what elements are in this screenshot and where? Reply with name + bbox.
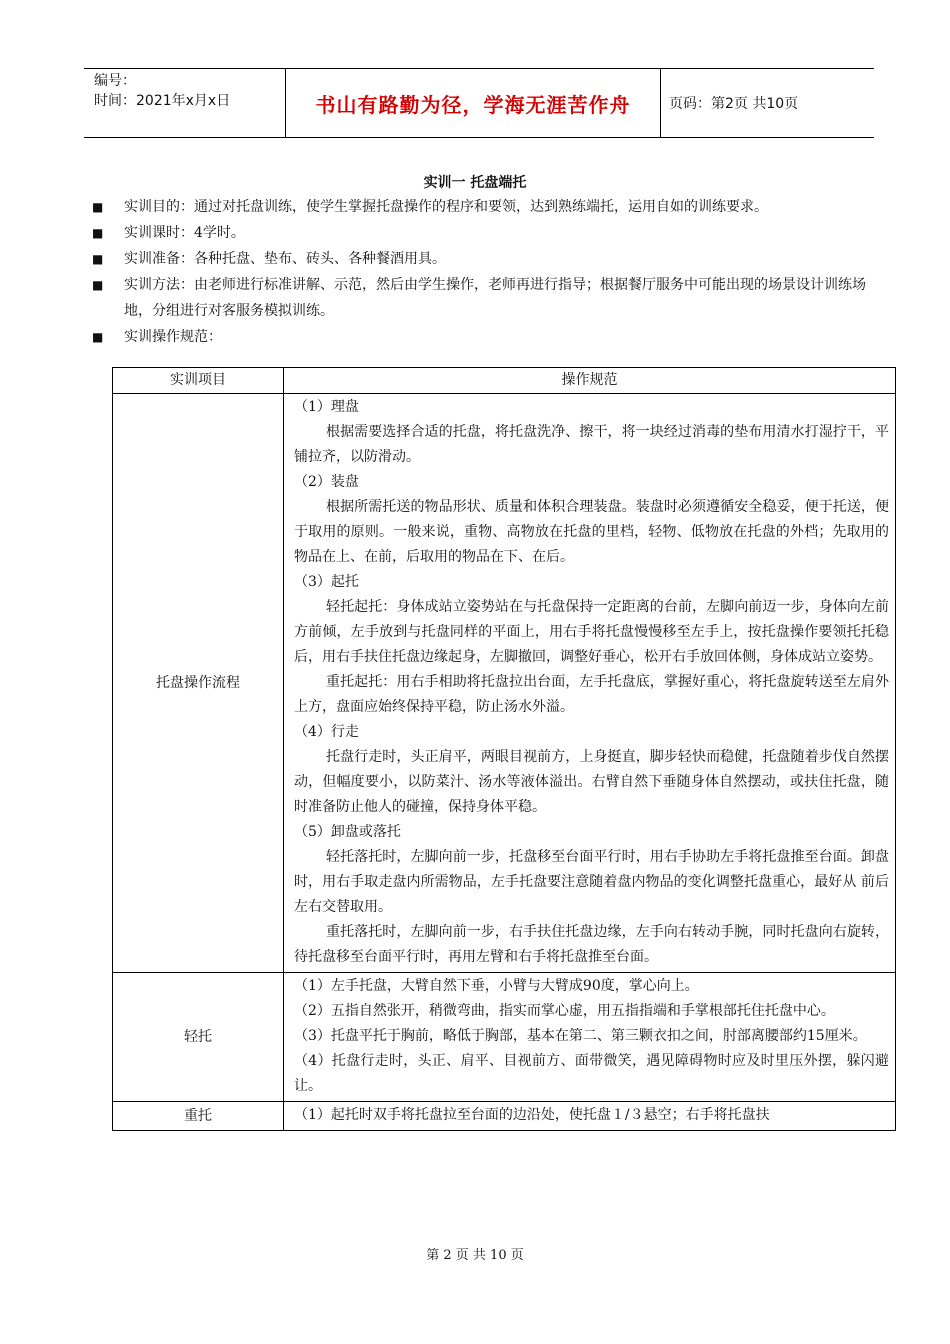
bullet-square-icon: ■ [92, 252, 104, 266]
spec-subheading: （2）五指自然张开，稍微弯曲，指实而掌心虚，用五指指端和手掌根部托住托盘中心。 [294, 1003, 835, 1019]
table-header-row [113, 368, 896, 394]
header-motto-cell [286, 69, 661, 137]
spec-subheading: （4）行走 [294, 724, 359, 740]
spec-paragraph: 根据所需托送的物品形状、质量和体积合理装盘。装盘时必须遵循安全稳妥，便于托送，便于取用的原则。一般来说，重物、高物放在托盘的里档，轻物、低物放在托盘的外档；先取用的物品在上、在前，后取用的物品在下、在后。 [294, 499, 889, 565]
spec-subheading: （1）左手托盘，大臂自然下垂，小臂与大臂成90度，掌心向上。 [294, 978, 699, 994]
spec-subheading: （1）起托时双手将托盘拉至台面的边沿处，使托盘１/３悬空；右手将托盘扶 [294, 1107, 770, 1123]
bullet-item [92, 194, 882, 220]
spec-subheading: （5）卸盘或落托 [294, 824, 401, 840]
bullet-square-icon: ■ [92, 330, 104, 344]
bullet-text: 实训目的：通过对托盘训练，使学生掌握托盘操作的程序和要领，达到熟练端托，运用自如的训练要求。 [124, 199, 768, 215]
row-item-name: 重托 [113, 1102, 284, 1131]
spec-subheading: （3）托盘平托于胸前，略低于胸部，基本在第二、第三颗衣扣之间，肘部离腰部约15厘米。 [294, 1028, 867, 1044]
bullet-square-icon: ■ [92, 278, 104, 292]
section-title: 实训一 托盘端托 [423, 175, 527, 191]
spec-paragraph: 托盘行走时，头正肩平，两眼目视前方，上身挺直，脚步轻快而稳健，托盘随着步伐自然摆动，但幅度要小，以防菜汁、汤水等液体溢出。右臂自然下垂随身体自然摆动，或扶住托盘，随时准备防止他人的碰撞，保持身体平稳。 [294, 749, 889, 815]
column-header-spec: 操作规范 [284, 368, 896, 394]
spec-subheading: （3）起托 [294, 574, 359, 590]
bullet-text: 实训方法：由老师进行标准讲解、示范，然后由学生操作，老师再进行指导；根据餐厅服务中可能出现的场景设计训练场地，分组进行对客服务模拟训练。 [124, 277, 866, 319]
spec-paragraph: 重托起托：用右手相助将托盘拉出台面，左手托盘底，掌握好重心，将托盘旋转送至左肩外上方，盘面应始终保持平稳，防止汤水外溢。 [294, 674, 889, 715]
bullet-text: 实训操作规范： [124, 329, 222, 345]
table-row [113, 1102, 896, 1131]
spec-subheading: （1）理盘 [294, 399, 359, 415]
row-spec-content [284, 973, 896, 1102]
spec-subheading: （2）装盘 [294, 474, 359, 490]
bullet-list [92, 194, 882, 350]
header-motto: 书山有路勤为径，学海无涯苦作舟 [315, 92, 631, 117]
table-row [113, 973, 896, 1102]
page-header [84, 68, 874, 138]
column-header-item: 实训项目 [113, 368, 284, 394]
row-spec-content [284, 394, 896, 973]
table-row [113, 394, 896, 973]
spec-paragraph: 根据需要选择合适的托盘，将托盘洗净、擦干，将一块经过消毒的垫布用清水打湿拧干，平铺拉齐，以防滑动。 [294, 424, 889, 465]
page-footer: 第 2 页 共 10 页 [426, 1248, 524, 1263]
header-page-cell [661, 69, 874, 137]
row-spec-content [284, 1102, 896, 1131]
bullet-text: 实训准备：各种托盘、垫布、砖头、各种餐酒用具。 [124, 251, 446, 267]
table-body [113, 394, 896, 1131]
operation-spec-table [112, 367, 896, 1131]
header-meta [84, 69, 286, 137]
bullet-item [92, 246, 882, 272]
header-page-label: 页码：第2页 共10页 [669, 96, 799, 112]
bullet-square-icon: ■ [92, 200, 104, 214]
row-item-name: 托盘操作流程 [113, 394, 284, 973]
bullet-item [92, 324, 882, 350]
spec-paragraph: 轻托起托：身体成站立姿势站在与托盘保持一定距离的台前，左脚向前迈一步，身体向左前方前倾，左手放到与托盘同样的平面上，用右手将托盘慢慢移至左手上，按托盘操作要领托托稳后，用右手扶住托盘边缘起身，左脚撤回，调整好垂心，松开右手放回体侧，身体成站立姿势。 [294, 599, 889, 665]
bullet-item [92, 272, 882, 324]
spec-subheading: （4）托盘行走时，头正、肩平、目视前方、面带微笑，遇见障碍物时应及时里压外摆，躲闪避让。 [294, 1053, 889, 1094]
bullet-item [92, 220, 882, 246]
bullet-text: 实训课时：4学时。 [124, 225, 245, 241]
document-time-label: 时间：2021年x月x日 [94, 93, 231, 109]
bullet-square-icon: ■ [92, 226, 104, 240]
document-number-label: 编号： [94, 73, 136, 89]
spec-paragraph: 重托落托时，左脚向前一步，右手扶住托盘边缘，左手向右转动手腕，同时托盘向右旋转，待托盘移至台面平行时，再用左臂和右手将托盘推至台面。 [294, 924, 889, 965]
spec-paragraph: 轻托落托时，左脚向前一步，托盘移至台面平行时，用右手协助左手将托盘推至台面。卸盘时，用右手取走盘内所需物品，左手托盘要注意随着盘内物品的变化调整托盘重心，最好从 前后左右交替取用。 [294, 849, 889, 915]
row-item-name: 轻托 [113, 973, 284, 1102]
